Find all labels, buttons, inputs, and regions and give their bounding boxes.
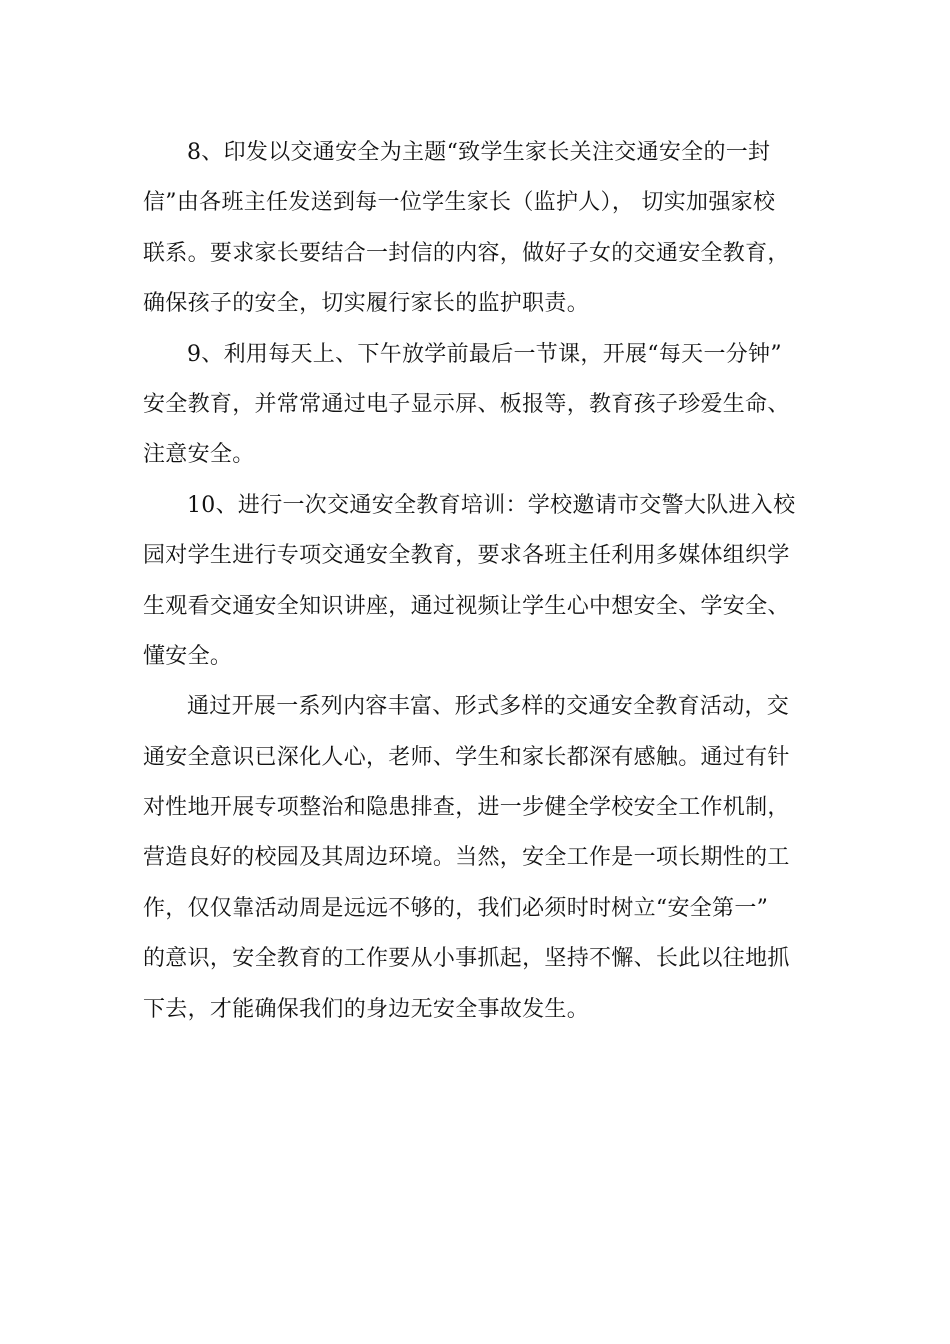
text-line: 联系。要求家长要结合一封信的内容，做好子女的交通安全教育，	[143, 240, 790, 266]
text-line: 10、进行一次交通安全教育培训：学校邀请市交警大队进入校	[187, 492, 796, 518]
text-line: 作，仅仅靠活动周是远远不够的，我们必须时时树立“安全第一”	[143, 895, 769, 921]
text-line: 通安全意识已深化人心，老师、学生和家长都深有感触。通过有针	[143, 744, 790, 770]
text-line: 信”由各班主任发送到每一位学生家长（监护人）， 切实加强家校	[143, 190, 776, 216]
paragraph-item-10	[143, 481, 808, 683]
text-line: 确保孩子的安全，切实履行家长的监护职责。	[143, 291, 590, 317]
text-line: 下去，才能确保我们的身边无安全事故发生。	[143, 996, 590, 1022]
text-line: 注意安全。	[143, 442, 255, 468]
text-line: 8、印发以交通安全为主题“致学生家长关注交通安全的一封	[187, 140, 771, 165]
paragraph-item-9	[143, 330, 808, 481]
text-line: 安全教育，并常常通过电子显示屏、板报等，教育孩子珍爱生命、	[143, 391, 790, 417]
text-line: 生观看交通安全知识讲座，通过视频让学生心中想安全、学安全、	[143, 593, 790, 619]
text-line: 的意识，安全教育的工作要从小事抓起，坚持不懈、长此以往地抓	[143, 946, 790, 972]
text-line: 通过开展一系列内容丰富、形式多样的交通安全教育活动，交	[187, 694, 790, 720]
text-line: 懂安全。	[143, 643, 233, 669]
paragraph-item-8	[143, 128, 808, 330]
document-body	[143, 128, 808, 1035]
paragraph-summary	[143, 682, 808, 1035]
text-line: 对性地开展专项整治和隐患排查，进一步健全学校安全工作机制，	[143, 795, 790, 821]
text-line: 9、利用每天上、下午放学前最后一节课，开展“每天一分钟”	[187, 341, 782, 367]
text-line: 营造良好的校园及其周边环境。当然，安全工作是一项长期性的工	[143, 845, 790, 871]
text-line: 园对学生进行专项交通安全教育，要求各班主任利用多媒体组织学	[143, 543, 790, 569]
